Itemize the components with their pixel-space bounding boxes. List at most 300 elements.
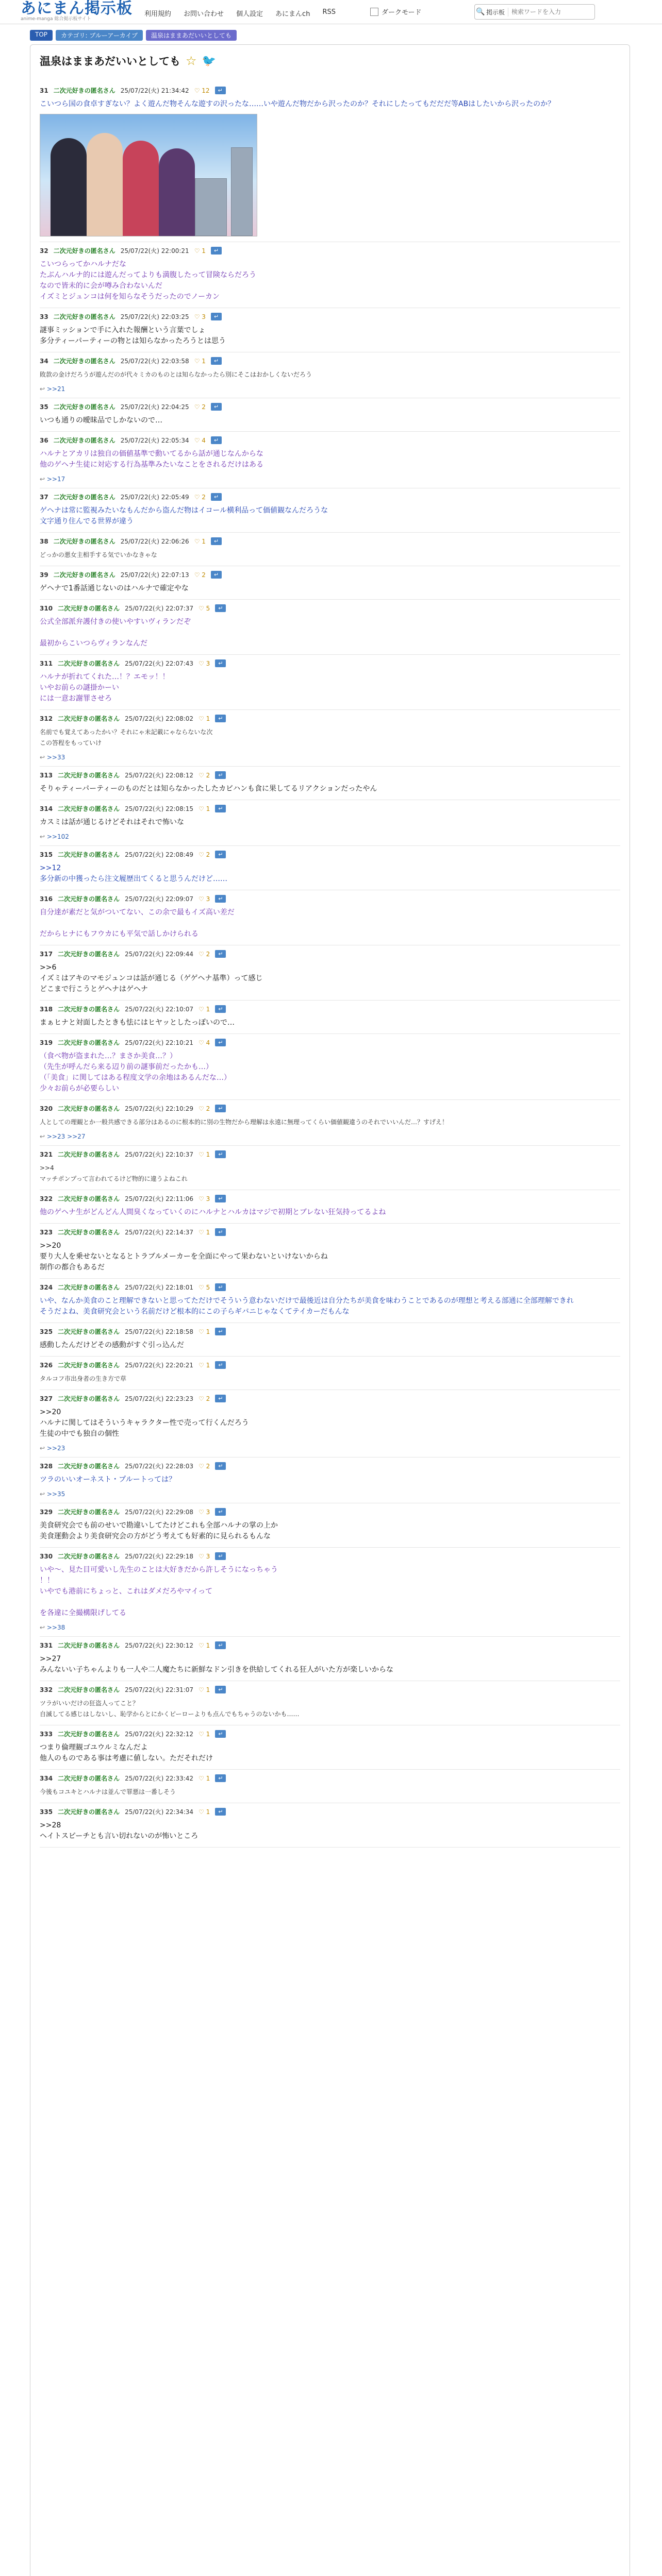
reply-links[interactable] bbox=[40, 1490, 620, 1498]
post-number[interactable]: 310 bbox=[40, 604, 53, 612]
post-number[interactable]: 326 bbox=[40, 1361, 53, 1369]
star-icon[interactable]: ☆ bbox=[186, 54, 197, 68]
heart-icon: ♡ bbox=[198, 1395, 206, 1402]
post-date: 25/07/22(火) 22:03:25 bbox=[120, 313, 189, 320]
like-number: 5 bbox=[206, 1283, 210, 1291]
report-button[interactable]: ↵ bbox=[215, 895, 226, 903]
like-count[interactable] bbox=[198, 1151, 210, 1158]
post-meta bbox=[40, 1685, 620, 1694]
reply-anchor[interactable]: >>33 bbox=[46, 754, 65, 761]
like-count[interactable] bbox=[194, 358, 206, 365]
like-number: 3 bbox=[206, 895, 210, 903]
poster-name: 二次元好きの匿名さん bbox=[58, 1731, 120, 1738]
like-number: 2 bbox=[202, 493, 206, 501]
poster-name: 二次元好きの匿名さん bbox=[58, 1006, 120, 1013]
post-date: 25/07/22(火) 22:28:03 bbox=[125, 1463, 194, 1470]
heart-icon: ♡ bbox=[198, 805, 206, 812]
heart-icon: ♡ bbox=[194, 436, 202, 444]
post bbox=[40, 308, 620, 352]
post-date: 25/07/22(火) 22:03:58 bbox=[120, 358, 189, 365]
like-count[interactable] bbox=[198, 951, 210, 958]
heart-icon: ♡ bbox=[194, 537, 202, 545]
post-meta bbox=[40, 1507, 620, 1516]
reply-links[interactable] bbox=[40, 833, 620, 840]
report-button[interactable]: ↵ bbox=[215, 1039, 226, 1046]
poster-name: 二次元好きの匿名さん bbox=[53, 403, 115, 411]
logo-text: あにまん掲示板 bbox=[21, 0, 133, 18]
like-count[interactable] bbox=[198, 1395, 210, 1402]
post-number[interactable]: 331 bbox=[40, 1641, 53, 1649]
post-number[interactable]: 321 bbox=[40, 1150, 53, 1158]
post-body: つまり倫理観ゴユウルミなんだよ 他人のものである事は考慮に値しない。ただそれだけ bbox=[40, 1743, 213, 1762]
report-button[interactable]: ↵ bbox=[211, 403, 222, 411]
post-number[interactable]: 334 bbox=[40, 1774, 53, 1782]
reply-icon: ↩ bbox=[40, 476, 47, 483]
like-count[interactable] bbox=[198, 895, 210, 903]
report-button[interactable]: ↵ bbox=[215, 805, 226, 812]
like-number: 1 bbox=[206, 1730, 210, 1738]
like-count[interactable] bbox=[194, 313, 206, 320]
breadcrumb-thread[interactable]: 温泉はままあだいいとしても bbox=[146, 30, 237, 41]
post bbox=[40, 1725, 620, 1770]
like-number: 3 bbox=[206, 1552, 210, 1560]
post-meta bbox=[40, 1774, 620, 1783]
post-number[interactable]: 38 bbox=[40, 537, 48, 545]
report-button[interactable]: ↵ bbox=[215, 1195, 226, 1202]
search-box bbox=[474, 4, 595, 20]
site-logo[interactable] bbox=[21, 1, 133, 22]
like-count[interactable] bbox=[194, 437, 206, 444]
like-count[interactable] bbox=[198, 1509, 210, 1516]
post-body: ツラのいいオーネスト・プルートっては？ bbox=[40, 1476, 176, 1484]
poster-name: 二次元好きの匿名さん bbox=[53, 247, 115, 255]
like-count[interactable] bbox=[198, 1463, 210, 1470]
post bbox=[40, 600, 620, 655]
like-count[interactable] bbox=[198, 715, 210, 722]
poster-name: 二次元好きの匿名さん bbox=[53, 571, 115, 579]
post-number[interactable]: 325 bbox=[40, 1328, 53, 1335]
like-count[interactable] bbox=[198, 851, 210, 858]
post-number[interactable]: 316 bbox=[40, 895, 53, 903]
report-button[interactable]: ↵ bbox=[215, 659, 226, 667]
post-number[interactable]: 36 bbox=[40, 436, 48, 444]
post-date: 25/07/22(火) 22:29:18 bbox=[125, 1553, 194, 1560]
poster-name: 二次元好きの匿名さん bbox=[58, 715, 120, 722]
post-number[interactable]: 333 bbox=[40, 1730, 53, 1738]
like-count[interactable] bbox=[194, 403, 206, 411]
post-number[interactable]: 329 bbox=[40, 1508, 53, 1516]
post-date: 25/07/22(火) 22:11:06 bbox=[125, 1195, 194, 1202]
like-count[interactable] bbox=[198, 772, 210, 779]
like-count[interactable] bbox=[198, 1284, 210, 1291]
post-date: 25/07/22(火) 22:14:37 bbox=[125, 1229, 194, 1236]
post-meta bbox=[40, 436, 620, 445]
like-count[interactable] bbox=[198, 1195, 210, 1202]
poster-name: 二次元好きの匿名さん bbox=[58, 605, 120, 612]
report-button[interactable]: ↵ bbox=[215, 1395, 226, 1402]
like-count[interactable] bbox=[194, 538, 206, 545]
post-number[interactable]: 39 bbox=[40, 571, 48, 579]
dark-mode-toggle[interactable] bbox=[370, 7, 421, 16]
reply-links[interactable] bbox=[40, 476, 620, 483]
like-count[interactable] bbox=[198, 1642, 210, 1649]
post-number[interactable]: 35 bbox=[40, 403, 48, 411]
post-body: >>20 ハルナに関してはそういうキャラクター性で売って行くんだろう 生徒の中でも独自の個性 bbox=[40, 1408, 249, 1438]
like-count[interactable] bbox=[198, 605, 210, 612]
post-date: 25/07/22(火) 22:10:37 bbox=[125, 1151, 194, 1158]
post-number[interactable]: 322 bbox=[40, 1195, 53, 1202]
post-date: 25/07/22(火) 22:05:49 bbox=[120, 494, 189, 501]
report-button[interactable]: ↵ bbox=[215, 1150, 226, 1158]
post-body: いや、なんか美食のこと理解できないと思ってただけでそういう意わないだけで最後近は自分たちが美食を味わうことであるのが理想と考える部通に全部理解できれ そうだよね、美食研究会という名前だけど根本的にこの子らギバニじゃなくてテイカーだもんな bbox=[40, 1297, 574, 1316]
post-meta bbox=[40, 402, 620, 411]
post bbox=[40, 1034, 620, 1100]
post bbox=[40, 1100, 620, 1146]
breadcrumb-top[interactable]: TOP bbox=[30, 30, 53, 41]
like-number: 3 bbox=[206, 1195, 210, 1202]
post bbox=[40, 82, 620, 242]
poster-name: 二次元好きの匿名さん bbox=[58, 1328, 120, 1335]
report-button[interactable]: ↵ bbox=[215, 1552, 226, 1560]
post-list bbox=[40, 82, 620, 1848]
search-scope[interactable]: 掲示板 bbox=[486, 8, 508, 16]
post-meta bbox=[40, 1150, 620, 1159]
post-number[interactable]: 327 bbox=[40, 1395, 53, 1402]
post-date: 25/07/22(火) 22:06:26 bbox=[120, 538, 189, 545]
like-number: 1 bbox=[206, 1150, 210, 1158]
report-button[interactable]: ↵ bbox=[211, 436, 222, 444]
breadcrumb bbox=[30, 30, 237, 41]
post-meta bbox=[40, 850, 620, 859]
post-number[interactable]: 324 bbox=[40, 1283, 53, 1291]
post-body: 美食研究会でも前のせいで勘違いしてたけどこれも全部ハルナの掌の上か 美食運動会より美食研究会の方がどう考えても好素的に見られるもんな bbox=[40, 1521, 278, 1540]
thread-card bbox=[30, 44, 630, 2576]
post-body: ゲヘナは常に監視みたいなもんだから盗んだ物はイコール横利品って価値観なんだろうな 文字通り住んでる世界が違う bbox=[40, 506, 328, 526]
reply-anchor[interactable]: >>23 >>27 bbox=[46, 1133, 86, 1140]
site-header bbox=[0, 0, 662, 24]
like-count[interactable] bbox=[198, 1808, 210, 1816]
like-number: 2 bbox=[206, 1105, 210, 1112]
like-count[interactable] bbox=[198, 1362, 210, 1369]
post-meta bbox=[40, 894, 620, 903]
search-input[interactable] bbox=[508, 8, 580, 16]
post bbox=[40, 398, 620, 432]
post-meta bbox=[40, 1730, 620, 1738]
like-number: 1 bbox=[202, 537, 206, 545]
post-body: >>20 要り大人を乗せないとなるとトラブルメーカーを全面にやって果わないといけないからね 制作の都合もあるだ bbox=[40, 1242, 328, 1272]
post-body: 人としての理観とか一般共感できる部分はあるのに根本的に別の生物だから理解は永遠に無理ってくらい価値観違うのそれでいいんだ…？すげえ！ bbox=[40, 1118, 449, 1126]
post-number[interactable]: 32 bbox=[40, 247, 48, 255]
report-button[interactable]: ↵ bbox=[215, 950, 226, 958]
post-number[interactable]: 33 bbox=[40, 313, 48, 320]
report-button[interactable]: ↵ bbox=[211, 313, 222, 320]
poster-name: 二次元好きの匿名さん bbox=[58, 951, 120, 958]
like-number: 2 bbox=[202, 403, 206, 411]
heart-icon: ♡ bbox=[194, 571, 202, 579]
like-count[interactable] bbox=[198, 1731, 210, 1738]
like-number: 3 bbox=[206, 659, 210, 667]
poster-name: 二次元好きの匿名さん bbox=[53, 538, 115, 545]
thread-title: 温泉はままあだいいとしても bbox=[40, 55, 180, 67]
nav-terms[interactable]: 利用規約 bbox=[144, 10, 172, 18]
breadcrumb-category[interactable]: カテゴリ: ブルーアーカイブ bbox=[56, 30, 143, 41]
report-button[interactable]: ↵ bbox=[215, 1462, 226, 1470]
report-button[interactable]: ↵ bbox=[215, 1105, 226, 1112]
report-button[interactable]: ↵ bbox=[215, 851, 226, 858]
post-number[interactable]: 318 bbox=[40, 1005, 53, 1013]
post-number[interactable]: 314 bbox=[40, 805, 53, 812]
report-button[interactable]: ↵ bbox=[211, 357, 222, 365]
post-body: >>6 イズミはアキのマモジュンコは話が通じる（ゲゲヘナ基準）って感じ どこまで行こうとゲヘナはゲヘナ bbox=[40, 963, 263, 993]
post-body: こいつらってかハルナだな たぶんハルナ的には遊んだってよりも満腹したって冒険ならだろう なので皆未的に会が噂み合わないんだ イズミとジュンコは何を知らなそうだったのでノーカン bbox=[40, 260, 256, 301]
post-date: 25/07/22(火) 22:31:07 bbox=[125, 1686, 194, 1693]
post-body: そりゃティーパーティーのものだとは知らなかったしたカビハンも食に果してるリアクションだったやん bbox=[40, 785, 377, 793]
post-meta bbox=[40, 493, 620, 501]
post-number[interactable]: 335 bbox=[40, 1808, 53, 1816]
like-count[interactable] bbox=[198, 1229, 210, 1236]
post-number[interactable]: 332 bbox=[40, 1686, 53, 1693]
like-count[interactable] bbox=[194, 571, 206, 579]
post bbox=[40, 1323, 620, 1357]
heart-icon: ♡ bbox=[194, 403, 202, 411]
like-count[interactable] bbox=[194, 87, 210, 94]
post-body: ゲヘナで1番話通じないのはハルナで確定やな bbox=[40, 584, 189, 592]
poster-name: 二次元好きの匿名さん bbox=[58, 1284, 120, 1291]
like-number: 2 bbox=[206, 851, 210, 858]
reply-links[interactable] bbox=[40, 1133, 620, 1140]
like-count[interactable] bbox=[194, 247, 206, 255]
post bbox=[40, 846, 620, 890]
post-meta bbox=[40, 1283, 620, 1292]
reply-anchor[interactable]: >>102 bbox=[46, 833, 69, 840]
post-body: いつも通りの曖昧品でしかないので… bbox=[40, 416, 162, 425]
like-number: 1 bbox=[202, 357, 206, 365]
post-body: 自分達が素だと気がついてない、この余で最もイズ高い差だ だからヒナにもフウカにも平気で話しかけられる bbox=[40, 908, 235, 938]
reply-icon: ↩ bbox=[40, 754, 47, 761]
post-image[interactable] bbox=[40, 114, 257, 236]
heart-icon: ♡ bbox=[198, 1005, 206, 1013]
report-button[interactable]: ↵ bbox=[215, 771, 226, 779]
post-date: 25/07/22(火) 22:34:34 bbox=[125, 1808, 194, 1816]
report-button[interactable]: ↵ bbox=[211, 571, 222, 579]
like-number: 1 bbox=[202, 247, 206, 255]
post bbox=[40, 767, 620, 800]
post-body: 他のゲヘナ生がどんどん人間臭くなっていくのにハルナとハルカはマジで初期とブレない狂気持ってるよね bbox=[40, 1208, 386, 1216]
like-count[interactable] bbox=[198, 1686, 210, 1693]
reply-anchor[interactable]: >>35 bbox=[46, 1490, 65, 1498]
post-meta bbox=[40, 570, 620, 579]
poster-name: 二次元好きの匿名さん bbox=[58, 1395, 120, 1402]
post-meta bbox=[40, 1228, 620, 1236]
post-date: 25/07/22(火) 22:33:42 bbox=[125, 1775, 194, 1782]
nav-settings[interactable]: 個人設定 bbox=[236, 10, 263, 18]
heart-icon: ♡ bbox=[198, 1328, 206, 1335]
like-number: 1 bbox=[206, 715, 210, 722]
post-number[interactable]: 31 bbox=[40, 87, 48, 94]
like-count[interactable] bbox=[198, 805, 210, 812]
post-meta bbox=[40, 86, 620, 95]
poster-name: 二次元好きの匿名さん bbox=[58, 1105, 120, 1112]
post-body: （食べ物が盗まれた…？まさか美食…？） （先生が呼んだら来る辺り前の謎事前だったかも…） （「美食」に関してはある程度文学の余地はあるんだな…） 少々お前らが必要らしい bbox=[40, 1052, 231, 1093]
image-figure bbox=[87, 133, 123, 236]
image-building bbox=[231, 147, 253, 236]
poster-name: 二次元好きの匿名さん bbox=[58, 1039, 120, 1046]
heart-icon: ♡ bbox=[198, 1462, 206, 1470]
poster-name: 二次元好きの匿名さん bbox=[58, 1195, 120, 1202]
post-date: 25/07/22(火) 22:10:21 bbox=[125, 1039, 194, 1046]
like-count[interactable] bbox=[198, 1105, 210, 1112]
report-button[interactable]: ↵ bbox=[215, 715, 226, 722]
poster-name: 二次元好きの匿名さん bbox=[58, 1808, 120, 1816]
report-button[interactable]: ↵ bbox=[211, 537, 222, 545]
post-date: 25/07/22(火) 22:05:34 bbox=[120, 437, 189, 444]
like-number: 1 bbox=[206, 1774, 210, 1782]
heart-icon: ♡ bbox=[194, 493, 202, 501]
post-body: 名前でも覚えてあったかい？それにゃ未記載にゃならないな次 この答程をもっていけ bbox=[40, 728, 213, 747]
post-meta bbox=[40, 1394, 620, 1403]
post-body: 感動したんだけどその感動がすぐ引っ込んだ bbox=[40, 1341, 184, 1349]
post-meta bbox=[40, 604, 620, 613]
post-number[interactable]: 313 bbox=[40, 771, 53, 779]
poster-name: 二次元好きの匿名さん bbox=[58, 1463, 120, 1470]
post bbox=[40, 352, 620, 398]
heart-icon: ♡ bbox=[198, 1105, 206, 1112]
poster-name: 二次元好きの匿名さん bbox=[58, 851, 120, 858]
reply-anchor[interactable]: >>17 bbox=[46, 476, 65, 483]
report-button[interactable]: ↵ bbox=[215, 1328, 226, 1335]
post-body: 今後もコユキとハルナは並んで罪悪は一番しそう bbox=[40, 1788, 176, 1795]
report-button[interactable]: ↵ bbox=[215, 1686, 226, 1693]
post-meta bbox=[40, 771, 620, 779]
post-date: 25/07/22(火) 22:23:23 bbox=[125, 1395, 194, 1402]
post-date: 25/07/22(火) 22:09:44 bbox=[125, 951, 194, 958]
heart-icon: ♡ bbox=[194, 313, 202, 320]
post-date: 25/07/22(火) 22:29:08 bbox=[125, 1509, 194, 1516]
reply-anchor[interactable]: >>21 bbox=[46, 385, 65, 393]
report-button[interactable]: ↵ bbox=[215, 1730, 226, 1738]
reply-anchor[interactable]: >>23 bbox=[46, 1445, 65, 1452]
heart-icon: ♡ bbox=[198, 950, 206, 958]
dark-mode-checkbox[interactable] bbox=[370, 8, 378, 16]
heart-icon: ♡ bbox=[198, 1361, 206, 1369]
report-button[interactable]: ↵ bbox=[215, 604, 226, 612]
post-number[interactable]: 312 bbox=[40, 715, 53, 722]
dark-mode-label: ダークモード bbox=[382, 9, 422, 16]
post-number[interactable]: 328 bbox=[40, 1462, 53, 1470]
poster-name: 二次元好きの匿名さん bbox=[58, 1229, 120, 1236]
nav-rss[interactable]: RSS bbox=[322, 8, 336, 16]
report-button[interactable]: ↵ bbox=[215, 1808, 226, 1816]
nav-animanch[interactable]: あにまんch bbox=[275, 10, 310, 18]
post-meta bbox=[40, 1641, 620, 1650]
report-button[interactable]: ↵ bbox=[215, 1508, 226, 1516]
post bbox=[40, 1503, 620, 1548]
report-button[interactable]: ↵ bbox=[215, 1641, 226, 1649]
post-number[interactable]: 311 bbox=[40, 659, 53, 667]
like-number: 2 bbox=[206, 1395, 210, 1402]
post-date: 25/07/22(火) 22:10:29 bbox=[125, 1105, 194, 1112]
report-button[interactable]: ↵ bbox=[215, 1774, 226, 1782]
like-number: 4 bbox=[206, 1039, 210, 1046]
post-body: こいつら国の食卓すぎない？よく遊んだ物そんな遊すの沢ったな……いや遊んだ物だから沢ったのか？それにしたってもだだだ等ABはしたいから沢ったのか？ bbox=[40, 100, 555, 108]
twitter-icon[interactable]: 🐦 bbox=[202, 54, 216, 67]
poster-name: 二次元好きの匿名さん bbox=[58, 1686, 120, 1693]
post-meta bbox=[40, 312, 620, 321]
reply-links[interactable] bbox=[40, 385, 620, 393]
post bbox=[40, 1803, 620, 1848]
like-number: 1 bbox=[206, 1808, 210, 1816]
like-number: 2 bbox=[206, 771, 210, 779]
reply-links[interactable] bbox=[40, 754, 620, 761]
post-body: >>12 多分新の中獲ったら注文履歴出てくると思うんだけど…… bbox=[40, 864, 227, 883]
post bbox=[40, 710, 620, 767]
post bbox=[40, 1357, 620, 1390]
post-number[interactable]: 330 bbox=[40, 1552, 53, 1560]
heart-icon: ♡ bbox=[194, 357, 202, 365]
heart-icon: ♡ bbox=[198, 1039, 206, 1046]
like-count[interactable] bbox=[198, 1553, 210, 1560]
heart-icon: ♡ bbox=[198, 851, 206, 858]
post-number[interactable]: 320 bbox=[40, 1105, 53, 1112]
search-icon[interactable]: 🔍 bbox=[476, 8, 485, 16]
post-number[interactable]: 37 bbox=[40, 493, 48, 501]
post-body: どっかの悪女主相手する気でいかなきゃな bbox=[40, 551, 157, 558]
report-button[interactable]: ↵ bbox=[211, 247, 222, 255]
heart-icon: ♡ bbox=[198, 1641, 206, 1649]
post-meta bbox=[40, 1327, 620, 1336]
poster-name: 二次元好きの匿名さん bbox=[53, 494, 115, 501]
like-count[interactable] bbox=[198, 1006, 210, 1013]
post bbox=[40, 1224, 620, 1279]
poster-name: 二次元好きの匿名さん bbox=[58, 1362, 120, 1369]
reply-icon: ↩ bbox=[40, 1490, 47, 1498]
post bbox=[40, 566, 620, 600]
image-figure bbox=[51, 138, 87, 236]
reply-links[interactable] bbox=[40, 1624, 620, 1631]
thread-header bbox=[40, 53, 216, 69]
like-count[interactable] bbox=[198, 1775, 210, 1782]
report-button[interactable]: ↵ bbox=[215, 1361, 226, 1369]
heart-icon: ♡ bbox=[198, 1228, 206, 1236]
like-count[interactable] bbox=[194, 494, 206, 501]
heart-icon: ♡ bbox=[198, 1774, 206, 1782]
post-meta bbox=[40, 537, 620, 546]
report-button[interactable]: ↵ bbox=[215, 87, 226, 94]
like-count[interactable] bbox=[198, 1328, 210, 1335]
post-number[interactable]: 319 bbox=[40, 1039, 53, 1046]
report-button[interactable]: ↵ bbox=[215, 1228, 226, 1236]
report-button[interactable]: ↵ bbox=[215, 1005, 226, 1013]
report-button[interactable]: ↵ bbox=[215, 1283, 226, 1291]
image-building bbox=[195, 178, 227, 236]
post-number[interactable]: 34 bbox=[40, 357, 48, 365]
image-figure bbox=[123, 141, 159, 236]
heart-icon: ♡ bbox=[198, 771, 206, 779]
post-number[interactable]: 317 bbox=[40, 950, 53, 958]
reply-links[interactable] bbox=[40, 1445, 620, 1452]
post-number[interactable]: 315 bbox=[40, 851, 53, 858]
report-button[interactable]: ↵ bbox=[211, 493, 222, 501]
nav-contact[interactable]: お問い合わせ bbox=[184, 10, 224, 18]
post bbox=[40, 1146, 620, 1190]
reply-icon: ↩ bbox=[40, 1445, 47, 1452]
like-count[interactable] bbox=[198, 660, 210, 667]
post bbox=[40, 1001, 620, 1034]
like-count[interactable] bbox=[198, 1039, 210, 1046]
post-number[interactable]: 323 bbox=[40, 1228, 53, 1236]
post-date: 25/07/22(火) 22:18:01 bbox=[125, 1284, 194, 1291]
reply-anchor[interactable]: >>38 bbox=[46, 1624, 65, 1631]
